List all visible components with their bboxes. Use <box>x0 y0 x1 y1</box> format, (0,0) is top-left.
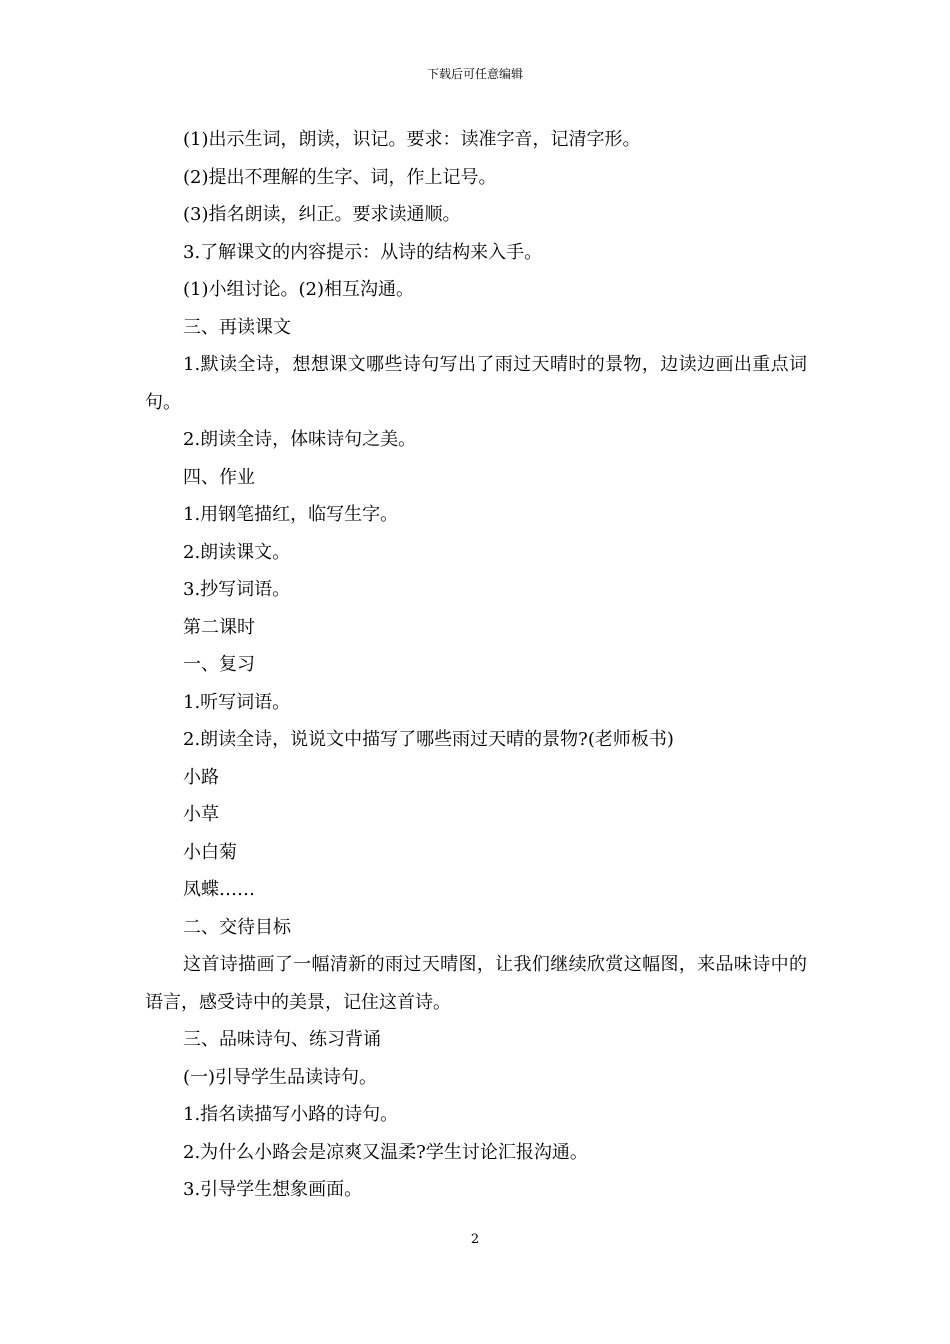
paragraph: 2.朗读全诗，说说文中描写了哪些雨过天晴的景物?(老师板书) <box>183 729 674 750</box>
section-heading: 三、品味诗句、练习背诵 <box>183 1029 381 1050</box>
paragraph: 1.用钢笔描红，临写生字。 <box>183 504 399 525</box>
page-header: 下载后可任意编辑 <box>426 67 523 81</box>
paragraph: 1.默读全诗，想想课文哪些诗句写出了雨过天晴时的景物，边读边画出重点词句。 <box>145 354 807 413</box>
paragraph: 2.为什么小路会是凉爽又温柔?学生讨论汇报沟通。 <box>183 1141 588 1163</box>
paragraph: (1)小组讨论。(2)相互沟通。 <box>183 279 414 300</box>
paragraph: 1.听写词语。 <box>183 691 291 713</box>
paragraph: (3)指名朗读，纠正。要求读通顺。 <box>183 204 461 225</box>
paragraph: 1.指名读描写小路的诗句。 <box>183 1104 399 1125</box>
page-number: 2 <box>470 1232 480 1247</box>
paragraph: (2)提出不理解的生字、词，作上记号。 <box>183 166 497 188</box>
paragraph: (一)引导学生品读诗句。 <box>183 1066 378 1088</box>
list-item: 小草 <box>183 804 219 825</box>
list-item: 小路 <box>183 766 219 788</box>
section-heading: 一、复习 <box>183 654 255 675</box>
document-body <box>145 121 807 1209</box>
paragraph: (1)出示生词，朗读，识记。要求：读准字音，记清字形。 <box>183 129 641 150</box>
section-heading: 三、再读课文 <box>183 316 291 338</box>
paragraph: 2.朗读课文。 <box>183 541 291 563</box>
paragraph: 这首诗描画了一幅清新的雨过天晴图，让我们继续欣赏这幅图，来品味诗中的语言，感受诗中的美景，记住这首诗。 <box>145 954 807 1013</box>
list-item: 小白菊 <box>183 841 237 863</box>
paragraph: 3.抄写词语。 <box>183 579 291 600</box>
section-heading: 四、作业 <box>183 466 255 488</box>
section-heading: 二、交待目标 <box>183 916 291 938</box>
paragraph: 3.了解课文的内容提示：从诗的结构来入手。 <box>183 241 543 263</box>
list-item: 凤蝶…… <box>183 879 255 900</box>
lesson-heading: 第二课时 <box>183 616 255 638</box>
paragraph: 2.朗读全诗，体味诗句之美。 <box>183 429 417 450</box>
paragraph: 3.引导学生想象画面。 <box>183 1179 363 1200</box>
